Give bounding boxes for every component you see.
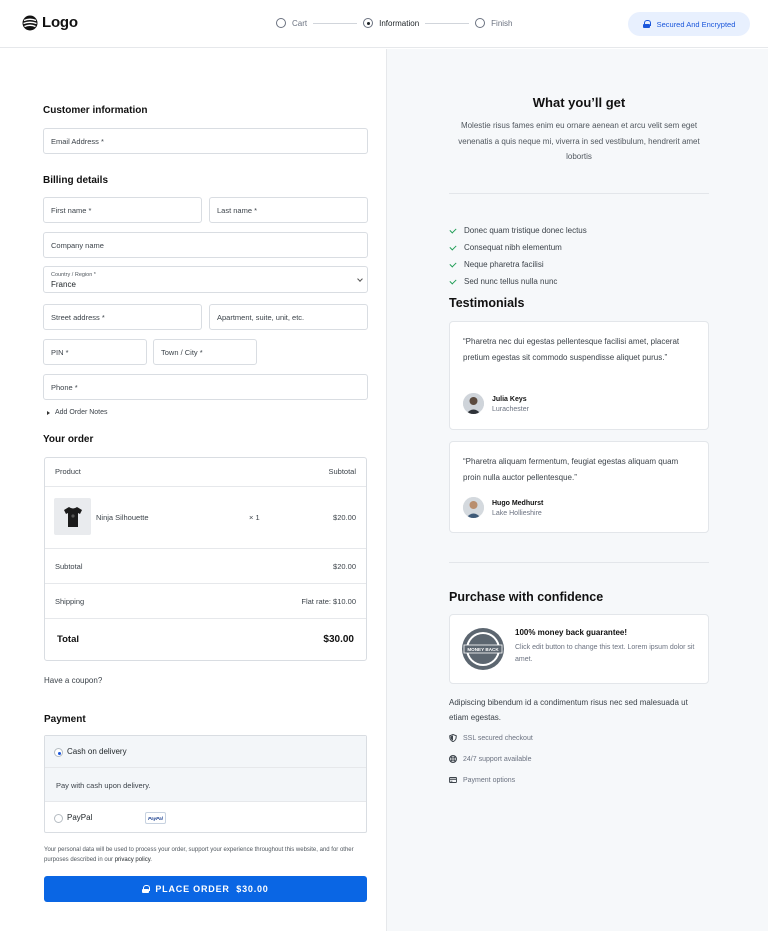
trust-item-label: SSL secured checkout xyxy=(463,734,533,742)
guarantee-card xyxy=(449,614,709,684)
shipping-value: Flat rate: $10.00 xyxy=(301,597,356,606)
avatar xyxy=(463,393,484,414)
testimonial-location: Lurachester xyxy=(492,406,529,413)
trust-item-label: Payment options xyxy=(463,776,516,784)
add-order-notes-toggle[interactable] xyxy=(47,409,108,416)
testimonial-card xyxy=(449,441,709,533)
step-indicator-icon xyxy=(363,18,373,28)
row-divider xyxy=(45,548,366,549)
benefit-text: Donec quam tristique donec lectus xyxy=(464,226,587,235)
benefit-item xyxy=(449,273,587,290)
secure-badge-label: Secured And Encrypted xyxy=(656,19,736,29)
testimonial-quote: “Pharetra aliquam fermentum, feugiat egestas aliquam quam proin nulla auctor pellentesque.” xyxy=(463,457,679,482)
step-finish[interactable] xyxy=(475,18,512,28)
step-indicator-icon xyxy=(475,18,485,28)
order-table xyxy=(44,457,367,661)
first-name-field[interactable] xyxy=(43,197,202,223)
tshirt-icon xyxy=(63,506,83,528)
company-placeholder: Company name xyxy=(51,240,104,250)
country-label: Country / Region * xyxy=(51,271,96,278)
guarantee-title: 100% money back guarantee! xyxy=(515,628,628,637)
logo-icon xyxy=(22,15,38,31)
support-icon xyxy=(449,755,457,763)
first-name-placeholder: First name * xyxy=(51,205,92,215)
person-avatar-icon xyxy=(463,497,484,518)
caret-right-icon xyxy=(47,411,50,415)
check-icon xyxy=(449,260,456,267)
step-connector xyxy=(313,23,357,24)
last-name-placeholder: Last name * xyxy=(217,205,258,215)
privacy-end: . xyxy=(150,857,152,863)
company-field[interactable] xyxy=(43,232,368,258)
checkout-header xyxy=(0,0,768,48)
sidebar-divider xyxy=(449,193,709,194)
benefit-text: Consequat nibh elementum xyxy=(464,243,562,252)
phone-placeholder: Phone * xyxy=(51,382,78,392)
payment-title: Payment xyxy=(44,714,86,725)
order-notes-label: Add Order Notes xyxy=(55,409,108,416)
row-divider xyxy=(45,486,366,487)
testimonial-card xyxy=(449,321,709,430)
pin-field[interactable] xyxy=(43,339,147,365)
total-value: $30.00 xyxy=(323,634,354,645)
confidence-title: Purchase with confidence xyxy=(449,590,604,604)
chevron-down-icon xyxy=(357,276,363,282)
benefit-item xyxy=(449,222,587,239)
lock-icon xyxy=(643,20,650,28)
your-order-title: Your order xyxy=(43,434,94,445)
logo[interactable] xyxy=(22,14,78,31)
town-placeholder: Town / City * xyxy=(161,347,203,357)
check-icon xyxy=(449,243,456,250)
row-divider xyxy=(45,583,366,584)
apartment-placeholder: Apartment, suite, unit, etc. xyxy=(217,312,305,322)
paypal-radio[interactable] xyxy=(54,814,63,823)
subtotal-label: Subtotal xyxy=(55,562,83,571)
cod-description: Pay with cash upon delivery. xyxy=(56,781,151,790)
payment-methods xyxy=(44,735,367,833)
seal-text: MONEY BACK xyxy=(467,647,499,652)
check-icon xyxy=(449,226,456,233)
cod-radio[interactable] xyxy=(54,748,63,757)
step-label: Cart xyxy=(292,18,308,28)
town-field[interactable] xyxy=(153,339,257,365)
col-subtotal-header: Subtotal xyxy=(328,467,356,476)
product-thumbnail xyxy=(54,498,91,535)
benefits-list xyxy=(449,222,587,290)
step-cart[interactable] xyxy=(276,18,307,28)
credit-card-icon xyxy=(449,776,457,784)
secure-badge xyxy=(628,12,750,36)
benefit-text: Neque pharetra facilisi xyxy=(464,260,544,269)
cod-label: Cash on delivery xyxy=(67,747,127,756)
pin-placeholder: PIN * xyxy=(51,347,69,357)
email-placeholder: Email Address * xyxy=(51,136,104,146)
row-divider xyxy=(45,618,366,619)
trust-item-label: 24/7 support available xyxy=(463,755,532,763)
avatar xyxy=(463,497,484,518)
money-back-seal-icon xyxy=(461,627,505,671)
product-qty: × 1 xyxy=(249,513,260,522)
logo-text: Logo xyxy=(42,14,78,31)
sidebar-description: Molestie risus fames enim eu ornare aenean et arcu velit sem eget venenatis a quis neque mi, viverra in sed vestibulum, hendrerit amet lobortis xyxy=(458,121,700,161)
billing-title: Billing details xyxy=(43,175,109,186)
product-name: Ninja Silhouette xyxy=(96,513,149,522)
apartment-field[interactable] xyxy=(209,304,368,330)
street-placeholder: Street address * xyxy=(51,312,105,322)
testimonial-name: Julia Keys xyxy=(492,396,527,403)
testimonial-quote: “Pharetra nec dui egestas pellentesque facilisi amet, placerat pretium egestas sit commodo suspendisse aliquet purus.” xyxy=(463,337,680,362)
cod-description-box xyxy=(45,768,366,802)
testimonial-name: Hugo Medhurst xyxy=(492,500,544,507)
benefit-text: Sed nunc tellus nulla nunc xyxy=(464,277,558,286)
step-connector xyxy=(425,23,469,24)
check-icon xyxy=(449,277,456,284)
email-field[interactable] xyxy=(43,128,368,154)
trust-item xyxy=(449,755,532,763)
trust-item xyxy=(449,734,533,742)
paypal-label[interactable]: PayPal xyxy=(67,813,93,822)
country-value: France xyxy=(51,279,76,289)
place-order-label: PLACE ORDER $30.00 xyxy=(155,884,269,894)
testimonials-title: Testimonials xyxy=(449,296,525,310)
privacy-policy-link[interactable]: privacy policy xyxy=(114,857,151,863)
shipping-label: Shipping xyxy=(55,597,85,606)
sidebar-divider xyxy=(449,562,709,563)
privacy-text: Your personal data will be used to process your order, support your experience throughout this website, and for other purposes described in our xyxy=(44,847,354,863)
sidebar-title: What you’ll get xyxy=(532,95,626,110)
guarantee-text: Click edit button to change this text. Lorem ipsum dolor sit amet. xyxy=(515,644,695,663)
trust-item xyxy=(449,776,515,784)
benefit-item xyxy=(449,256,587,273)
place-order-button[interactable] xyxy=(44,876,367,902)
subtotal-value: $20.00 xyxy=(333,562,356,571)
street-field[interactable] xyxy=(43,304,202,330)
total-label: Total xyxy=(57,634,79,645)
step-indicator-icon xyxy=(276,18,286,28)
col-product-header: Product xyxy=(55,467,81,476)
last-name-field[interactable] xyxy=(209,197,368,223)
paypal-logo-icon: PayPal xyxy=(145,812,166,824)
checkout-steps xyxy=(276,18,513,28)
payment-option-cod[interactable] xyxy=(45,736,366,768)
testimonial-location: Lake Hollieshire xyxy=(492,510,542,517)
customer-info-title: Customer information xyxy=(43,105,148,116)
shield-icon xyxy=(449,734,457,742)
country-select[interactable] xyxy=(43,266,368,293)
person-avatar-icon xyxy=(463,393,484,414)
phone-field[interactable] xyxy=(43,374,368,400)
privacy-notice xyxy=(44,845,369,865)
benefit-item xyxy=(449,239,587,256)
coupon-link[interactable]: Have a coupon? xyxy=(44,676,103,685)
step-label: Finish xyxy=(491,18,513,28)
lock-icon xyxy=(142,885,149,893)
step-label: Information xyxy=(379,18,420,28)
product-price: $20.00 xyxy=(333,513,356,522)
confidence-description: Adipiscing bibendum id a condimentum risus nec sed malesuada ut etiam egestas. xyxy=(449,698,688,722)
step-information[interactable] xyxy=(363,18,419,28)
